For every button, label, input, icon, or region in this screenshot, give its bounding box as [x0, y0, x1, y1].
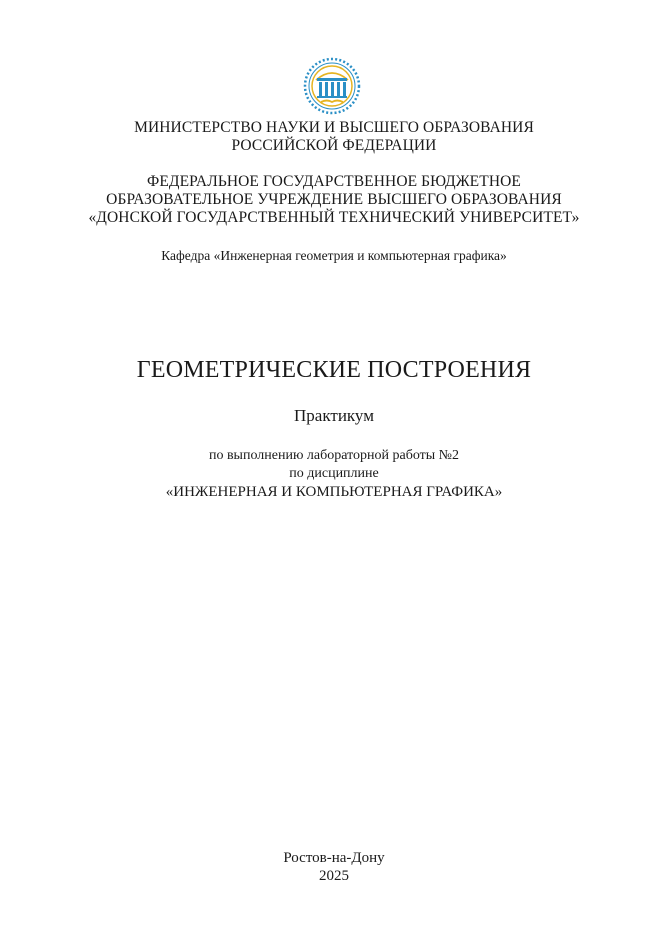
institution-line-1: ФЕДЕРАЛЬНОЕ ГОСУДАРСТВЕННОЕ БЮДЖЕТНОЕ	[147, 173, 521, 190]
document-subtitle: Практикум	[294, 406, 374, 425]
page-title: ГЕОМЕТРИЧЕСКИЕ ПОСТРОЕНИЯ	[136, 357, 532, 383]
institution-line-3: «ДОНСКОЙ ГОСУДАРСТВЕННЫЙ ТЕХНИЧЕСКИЙ УНИВЕРСИТЕТ»	[88, 209, 580, 226]
publication-year: 2025	[319, 868, 349, 884]
department-name: Кафедра «Инженерная геометрия и компьютерная графика»	[161, 248, 507, 263]
purpose-line-2: по дисциплине	[289, 466, 379, 481]
ministry-line-1: МИНИСТЕРСТВО НАУКИ И ВЫСШЕГО ОБРАЗОВАНИЯ	[134, 119, 534, 136]
publication-city: Ростов-на-Дону	[283, 850, 385, 866]
university-logo-icon	[302, 56, 362, 116]
purpose-line-1: по выполнению лабораторной работы №2	[208, 448, 460, 463]
ministry-line-2: РОССИЙСКОЙ ФЕДЕРАЦИИ	[231, 137, 437, 154]
institution-line-2: ОБРАЗОВАТЕЛЬНОЕ УЧРЕЖДЕНИЕ ВЫСШЕГО ОБРАЗОВАНИЯ	[106, 191, 562, 208]
discipline-name: «ИНЖЕНЕРНАЯ И КОМПЬЮТЕРНАЯ ГРАФИКА»	[165, 484, 503, 500]
